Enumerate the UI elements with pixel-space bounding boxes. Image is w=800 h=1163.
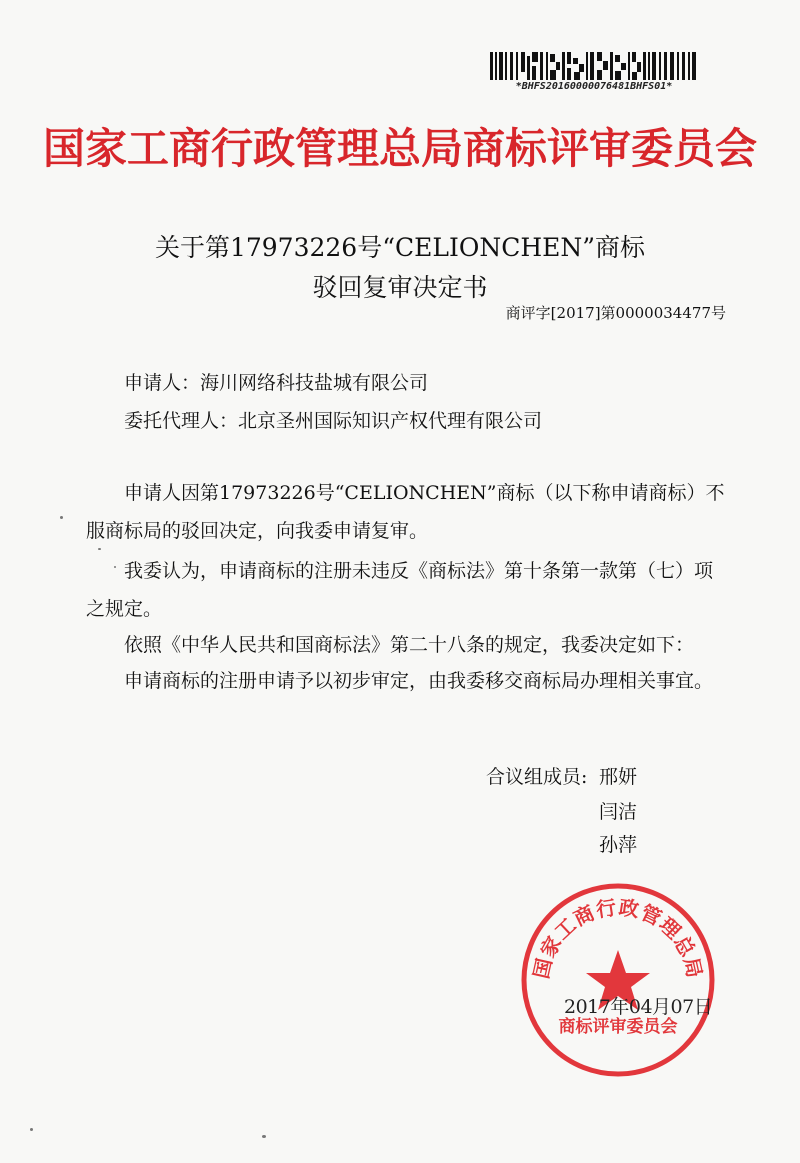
paragraph-1-line-2: 服商标局的驳回决定，向我委申请复审。 — [86, 520, 429, 542]
decision-title-line-1: 关于第17973226号“CELIONCHEN”商标 — [154, 233, 646, 262]
paragraph-2-line-2: 之规定。 — [86, 598, 163, 620]
panel-members-label: 合议组成员: — [486, 766, 588, 788]
agency-title: 国家工商行政管理总局商标评审委员会 — [42, 124, 757, 173]
agent-value: 北京圣州国际知识产权代理有限公司 — [238, 410, 543, 432]
seal-arc-text: 国家工商行政管理总局 — [528, 895, 708, 981]
barcode-number: *BHFS20160000076481BHFS01* — [515, 81, 673, 92]
decision-date: 2017年04月07日 — [564, 996, 713, 1018]
scan-speck — [60, 516, 63, 519]
paragraph-2-line-1: 我委认为，申请商标的注册未违反《商标法》第十条第一款第（七）项 — [124, 560, 714, 582]
applicant-value: 海川网络科技盐城有限公司 — [200, 372, 429, 394]
scan-speck — [114, 566, 116, 568]
barcode-icon — [490, 52, 696, 80]
panel-member: 孙萍 — [599, 834, 638, 856]
applicant-line — [124, 368, 428, 395]
agent-label: 委托代理人： — [124, 410, 239, 432]
decision-title-line-2: 驳回复审决定书 — [312, 273, 488, 302]
official-seal-icon — [518, 880, 718, 1080]
paragraph-1-line-1: 申请人因第17973226号“CELIONCHEN”商标（以下称申请商标）不 — [124, 482, 725, 504]
decision-number: 商评字[2017]第0000034477号 — [505, 304, 726, 322]
paragraph-4: 申请商标的注册申请予以初步审定，由我委移交商标局办理相关事宜。 — [124, 670, 714, 692]
applicant-label: 申请人： — [124, 372, 201, 394]
panel-member: 闫洁 — [599, 801, 638, 823]
scan-speck — [262, 1135, 266, 1138]
seal-bottom-text: 商标评审委员会 — [558, 1017, 678, 1037]
scan-speck — [98, 548, 101, 550]
scan-speck — [30, 1128, 33, 1131]
agent-line — [124, 406, 542, 433]
panel-member: 邢妍 — [599, 766, 638, 788]
paragraph-3: 依照《中华人民共和国商标法》第二十八条的规定，我委决定如下： — [124, 634, 695, 656]
